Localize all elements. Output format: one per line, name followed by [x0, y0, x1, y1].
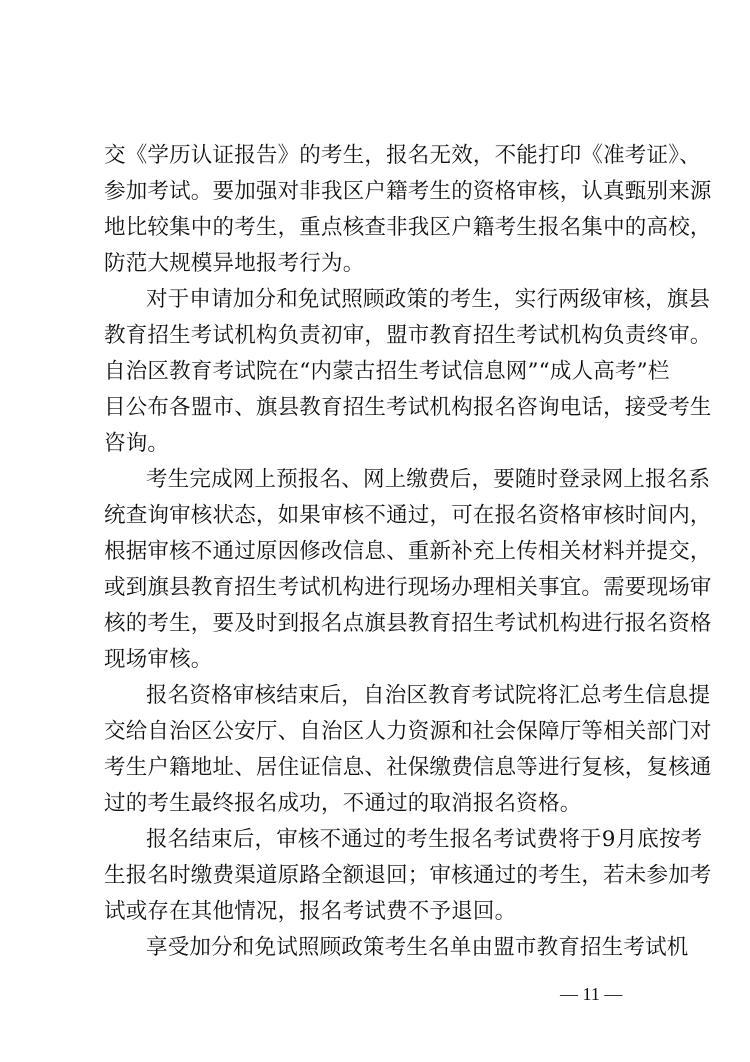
text-line: 参加考试。要加强对非我区户籍考生的资格审核，认真甄别来源 [104, 179, 712, 204]
text-line: 交给自治区公安厅、自治区人力资源和社会保障厅等相关部门对 [104, 719, 712, 744]
text-line: 核的考生，要及时到报名点旗县教育招生考试机构进行报名资格 [104, 611, 712, 636]
text-line: 地比较集中的考生，重点核查非我区户籍考生报名集中的高校， [104, 215, 712, 240]
text-line: 自治区教育考试院在“内蒙古招生考试信息网”“成人高考”栏 [104, 359, 670, 384]
text-line: 享受加分和免试照顾政策考生名单由盟市教育招生考试机 [146, 935, 689, 960]
text-line: 根据审核不通过原因修改信息、重新补充上传相关材料并提交， [104, 539, 712, 564]
text-line: 报名资格审核结束后，自治区教育考试院将汇总考生信息提 [146, 683, 711, 708]
page-number: — 11 — [560, 984, 623, 1004]
text-line: 报名结束后，审核不通过的考生报名考试费将于9月底按考 [146, 827, 703, 852]
text-line: 防范大规模异地报考行为。 [104, 251, 365, 276]
text-line: 交《学历认证报告》的考生，报名无效，不能打印《准考证》、 [104, 143, 701, 168]
text-line: 对于申请加分和免试照顾政策的考生，实行两级审核，旗县 [146, 287, 711, 312]
text-line: 统查询审核状态，如果审核不通过，可在报名资格审核时间内， [104, 503, 712, 528]
text-line: 试或存在其他情况，报名考试费不予退回。 [104, 899, 517, 924]
text-line: 或到旗县教育招生考试机构进行现场办理相关事宜。需要现场审 [104, 575, 712, 600]
text-line: 咨询。 [104, 431, 170, 456]
text-line: 生报名时缴费渠道原路全额退回；审核通过的考生，若未参加考 [104, 863, 712, 888]
text-line: 考生户籍地址、居住证信息、社保缴费信息等进行复核，复核通 [104, 755, 712, 780]
text-line: 目公布各盟市、旗县教育招生考试机构报名咨询电话，接受考生 [104, 395, 712, 420]
text-line: 现场审核。 [104, 647, 213, 672]
text-line: 教育招生考试机构负责初审，盟市教育招生考试机构负责终审。 [104, 323, 712, 348]
text-line: 过的考生最终报名成功，不通过的取消报名资格。 [104, 791, 582, 816]
text-line: 考生完成网上预报名、网上缴费后，要随时登录网上报名系 [146, 467, 711, 492]
